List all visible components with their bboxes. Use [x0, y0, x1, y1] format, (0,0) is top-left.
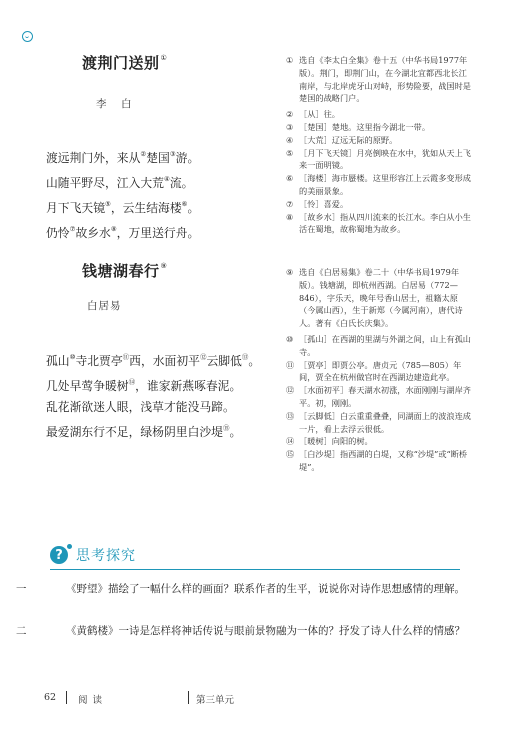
footnote-mark: ⑥ [181, 200, 188, 208]
note-number: ⑭ [286, 436, 295, 447]
corner-badge-icon [22, 31, 33, 42]
poem-text: 寺北贾亭 [75, 354, 123, 368]
note-number: ⑩ [286, 333, 294, 344]
poem-line [46, 144, 199, 169]
note-text: ［白沙堤］指西湖的白堤，又称“沙堤”或“断桥堤”。 [299, 449, 468, 472]
note-text: ［海楼］海市蜃楼。这里形容江上云霞多变形成的美丽景象。 [299, 173, 471, 196]
poem-text: 月下飞天镜 [46, 201, 105, 215]
note-number: ⑤ [286, 147, 294, 158]
note-number: ③ [286, 121, 294, 132]
question-icon: ? [50, 546, 68, 564]
poem1-title: 渡荆门送别① [82, 54, 168, 72]
note-text: ［孤山］在西湖的里湖与外湖之间，山上有孤山寺。 [299, 333, 471, 357]
note-item [286, 266, 474, 330]
poem-line [46, 219, 199, 244]
note-text: ［怜］喜爱。 [299, 198, 349, 209]
poem-text: 。 [248, 354, 261, 368]
poem2-body [46, 347, 260, 443]
note-item [286, 147, 474, 173]
poem-text: 最爱湖东行不足，绿杨阴里白沙堤 [46, 425, 223, 439]
footnote-mark: ⑮ [222, 424, 230, 432]
poem1-body [46, 144, 199, 244]
question-2 [16, 622, 474, 641]
note-text: ［大荒］辽远无际的原野。 [299, 134, 398, 145]
poem-text: 游。 [175, 151, 200, 165]
think-divider [50, 569, 460, 570]
think-header [50, 545, 136, 565]
note-item [286, 134, 474, 147]
note-text: ［从］往。 [299, 109, 340, 120]
note-item [286, 410, 474, 436]
note-text: ［月下飞天镜］月亮倒映在水中，犹如从天上飞来一面明镜。 [299, 147, 471, 171]
poem-line [46, 418, 260, 443]
notes-group-2 [286, 266, 474, 474]
question-label: 一 [16, 583, 27, 595]
footnote-mark: ⑦ [69, 225, 76, 233]
footer-divider [66, 691, 67, 704]
note-item [286, 211, 474, 237]
footer-unit: 第三单元 [196, 695, 235, 706]
note-text: ［云脚低］白云重重叠叠，同湖面上的波浪连成一片，看上去浮云很低。 [299, 410, 471, 434]
poem-text: ，谁家新燕啄春泥。 [135, 379, 242, 393]
footer-divider [188, 691, 189, 704]
footnote-mark: ⑭ [128, 378, 136, 386]
note-text: ［水面初平］春天湖水初涨，水面刚刚与湖岸齐平。初，刚刚。 [299, 385, 471, 408]
poem2-title: 钱塘湖春行⑨ [82, 262, 168, 280]
note-number: ⑪ [286, 359, 295, 370]
footnote-mark: ④ [163, 175, 170, 183]
poem2-author: 白居易 [87, 300, 122, 312]
poem-text: ，万里送行舟。 [116, 226, 200, 240]
poem-text: 西，水面初平 [129, 354, 200, 368]
footer-section: 阅 读 [78, 695, 104, 706]
note-text: 选自《白居易集》卷二十（中华书局1979年版）。钱塘湖，即杭州西湖。白居易（772—846），字乐天，晚年号香山居士，祖籍太原（今属山西），生于新郑（今属河南），唐代诗人。著有《白氏长庆集》。 [299, 267, 463, 329]
note-item [286, 448, 474, 474]
page-number: 62 [44, 692, 57, 703]
note-number: ⑫ [286, 385, 295, 396]
note-item [286, 108, 474, 121]
note-text: ［暖树］向阳的树。 [299, 436, 373, 447]
note-text: ［故乡水］指从四川流来的长江水。李白从小生活在蜀地，故称蜀地为故乡。 [299, 211, 471, 235]
note-number: ⑮ [286, 449, 295, 460]
footnote-mark: ⑫ [199, 353, 207, 361]
footnote-mark: ⑩ [69, 353, 76, 361]
poem-text: 仍怜 [46, 226, 70, 240]
poem-text: 故乡水 [75, 226, 111, 240]
note-number: ① [286, 55, 294, 65]
note-item [286, 359, 474, 385]
question-label: 二 [16, 625, 27, 637]
question-1 [16, 580, 474, 599]
footnote-mark: ⑬ [241, 353, 249, 361]
poem-line [46, 347, 260, 372]
poem-line [46, 169, 199, 194]
poem-line [46, 372, 260, 397]
footnote-mark: ⑪ [122, 353, 130, 361]
footnote-mark: ③ [169, 150, 176, 158]
poem1-author: 李 白 [96, 98, 134, 110]
footnote-mark: ② [140, 150, 147, 158]
poem-text: 云脚低 [206, 354, 242, 368]
poem-text: 孤山 [46, 354, 70, 368]
note-text: ［贾亭］即贾公亭。唐贞元（785—805）年间，贾全在杭州做官时在西湖边建造此亭。 [299, 359, 462, 383]
poem-text: 流。 [169, 176, 194, 190]
poem-line [46, 397, 260, 418]
note-number: ⑨ [286, 267, 294, 277]
note-item [286, 198, 474, 211]
notes-group-1 [286, 54, 474, 236]
note-item [286, 384, 474, 410]
note-number: ④ [286, 134, 294, 145]
poem-text: 渡远荆门外，来从 [46, 151, 141, 165]
note-item [286, 172, 474, 198]
footnote-mark: ⑤ [105, 200, 111, 208]
note-item [286, 333, 474, 359]
poem-text: 山随平野尽，江入大荒 [46, 176, 164, 190]
note-text: 选自《李太白全集》卷十五（中华书局1977年版）。荆门，即荆门山，在今湖北宜都西北长江南岸，与北岸虎牙山对峙，形势险要，战国时是楚国的战略门户。 [299, 55, 471, 104]
poem-line [46, 194, 199, 219]
think-title: 思考探究 [76, 548, 136, 564]
poem-text: 几处早莺争暖树 [46, 379, 129, 393]
question-text: 《野望》描绘了一幅什么样的画面？联系作者的生平，说说你对诗作思想感情的理解。 [66, 583, 465, 595]
note-item [286, 435, 474, 448]
note-number: ⑧ [286, 211, 294, 222]
note-number: ⑦ [286, 198, 294, 209]
note-text: ［楚国］楚地。这里指今湖北一带。 [299, 121, 431, 132]
poem-text: 。 [187, 201, 200, 215]
poem-text: ，云生结海楼 [110, 201, 182, 215]
note-number: ⑬ [286, 410, 295, 421]
note-number: ⑥ [286, 173, 294, 184]
footnote-mark: ⑧ [110, 225, 117, 233]
poem-text: 楚国 [146, 151, 170, 165]
poem-text: 乱花渐欲迷人眼，浅草才能没马蹄。 [46, 400, 235, 414]
question-text: 《黄鹤楼》一诗是怎样将神话传说与眼前景物融为一体的？抒发了诗人什么样的情感？ [66, 625, 465, 637]
note-item [286, 121, 474, 134]
poem-text: 。 [229, 425, 242, 439]
note-item [286, 54, 474, 105]
note-number: ② [286, 109, 294, 120]
